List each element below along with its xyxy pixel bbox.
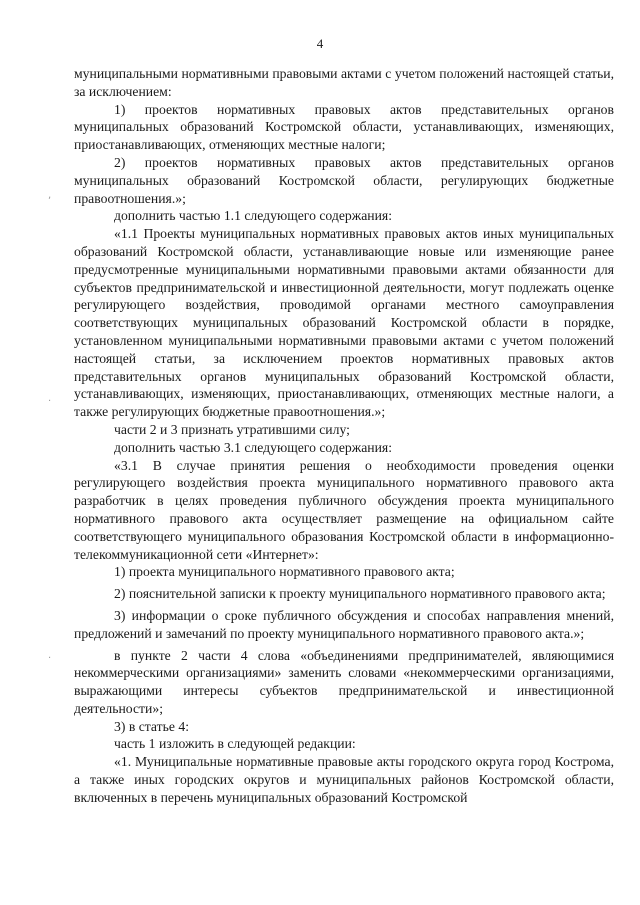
quoted-paragraph: «1.1 Проекты муниципальных нормативных правовых актов иных муниципальных образований Костромской области, устанавливающие новые или изменяющие ранее предусмотренные муниципальными нормативными правовыми актами обязанности для субъектов предпринимательской и инвестиционной деятельности, могут подлежать оценке регулирующего воздействия, проводимой органами местного самоуправления соответствующих муниципальных образований Костромской области в порядке, установленном муниципальными нормативными правовыми актами с учетом положений настоящей статьи, за исключением проектов нормативных правовых актов представительных органов муниципальных образований Костромской области, устанавливающих, изменяющих, приостанавливающих, отменяющих местные налоги, а также регулирующих бюджетные правоотношения.»; xyxy=(74,226,614,420)
margin-mark: . xyxy=(48,650,52,661)
paragraph: в пункте 2 части 4 слова «объединениями предпринимателей, являющимися некоммерческими организациями» заменить словами «некоммерческими организациями, выражающими интересы субъектов предпринимательской и инвестиционной деятельности»; xyxy=(74,647,614,716)
list-item: 2) пояснительной записки к проекту муниципального нормативного правового акта; xyxy=(114,586,606,602)
margin-mark: , xyxy=(48,190,52,201)
list-item: 2) проектов нормативных правовых актов представительных органов муниципальных образований Костромской области, регулирующих бюджетные правоотношения.»; xyxy=(74,154,614,206)
page-number: 4 xyxy=(316,36,324,51)
quoted-paragraph: «3.1 В случае принятия решения о необходимости проведения оценки регулирующего воздействия проекта муниципального нормативного правового акта разработчик в целях проведения публичного обсуждения проекта муниципального нормативного правового акта осуществляет размещение на официальном сайте соответствующего муниципального образования Костромской области в информационно-телекоммуникационной сети «Интернет»: xyxy=(74,457,614,562)
paragraph: части 2 и 3 признать утратившими силу; xyxy=(114,421,350,437)
paragraph: часть 1 изложить в следующей редакции: xyxy=(114,736,356,752)
list-item: 3) в статье 4: xyxy=(114,718,190,734)
quoted-paragraph: «1. Муниципальные нормативные правовые акты городского округа город Кострома, а также иных городских округов и муниципальных районов Костромской области, включенных в перечень муниципальных образований Костромской xyxy=(74,754,614,805)
paragraph: муниципальными нормативными правовыми актами с учетом положений настоящей статьи, за исключением: xyxy=(74,66,614,99)
list-item: 3) информации о сроке публичного обсуждения и способах направления мнений, предложений и замечаний по проекту муниципального нормативного правового акта.»; xyxy=(74,607,614,641)
list-item: 1) проекта муниципального нормативного правового акта; xyxy=(114,564,455,580)
paragraph: дополнить частью 3.1 следующего содержания: xyxy=(114,439,393,455)
margin-mark: . xyxy=(48,393,52,404)
paragraph: дополнить частью 1.1 следующего содержания: xyxy=(114,208,393,224)
list-item: 1) проектов нормативных правовых актов представительных органов муниципальных образований Костромской области, устанавливающих, изменяющих, приостанавливающих, отменяющих местные налоги; xyxy=(74,101,614,153)
document-body xyxy=(74,65,614,807)
